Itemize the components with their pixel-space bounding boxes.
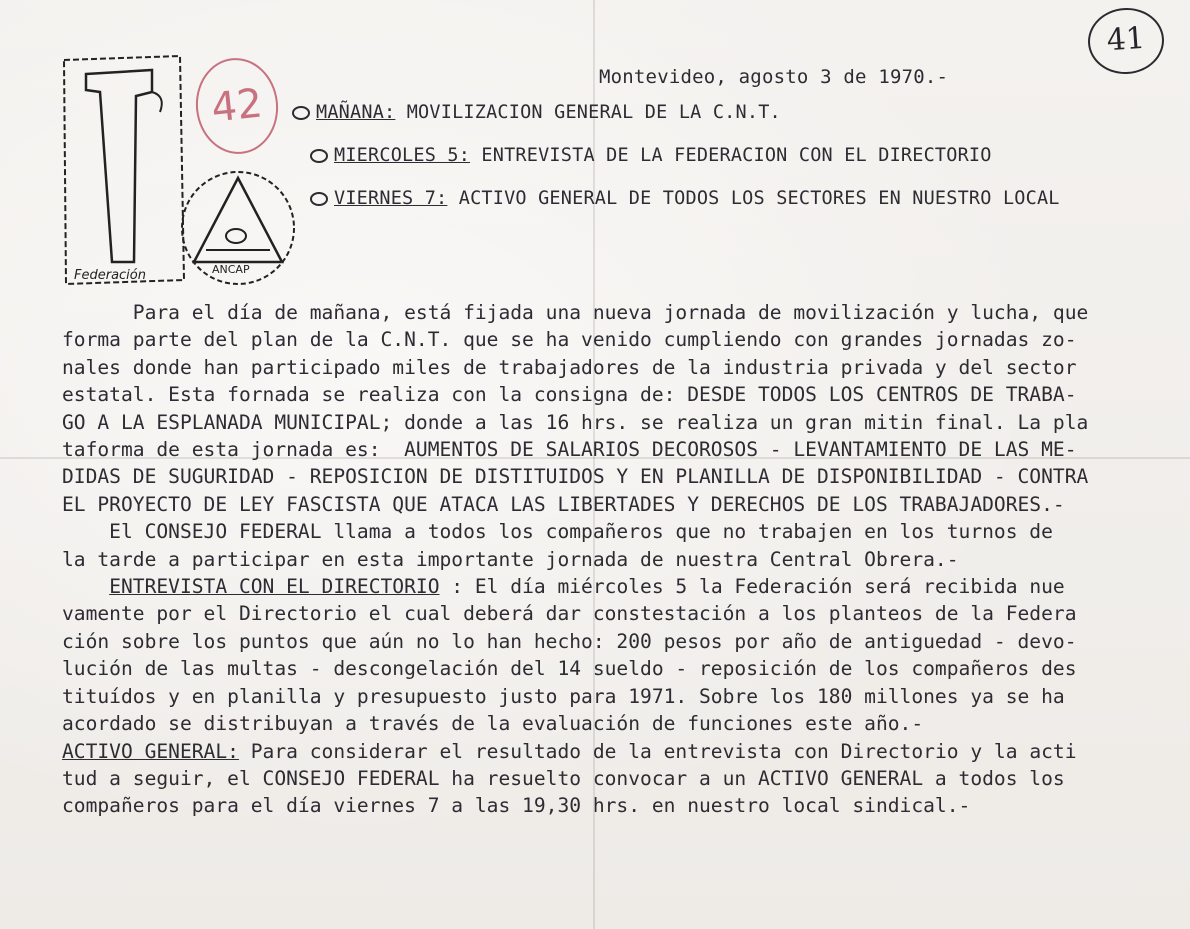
handwritten-page-number: 41: [1086, 5, 1166, 76]
body-line: ción sobre los puntos que aún no lo han hecho: 200 pesos por año de antiguedad - devo-: [62, 629, 1077, 653]
agenda-item-manana: MAÑANA: MOVILIZACION GENERAL DE LA C.N.T.: [292, 102, 781, 123]
bullet-icon: [310, 192, 328, 206]
agenda-item-viernes: VIERNES 7: ACTIVO GENERAL DE TODOS LOS SECTORES EN NUESTRO LOCAL: [310, 188, 1060, 209]
body-line: : El día miércoles 5 la Federación será recibida nue: [439, 575, 1065, 599]
logo-federacion-text: Federación: [74, 268, 146, 283]
date-line: Montevideo, agosto 3 de 1970.-: [599, 66, 949, 88]
body-line: Para el día de mañana, está fijada una nueva jornada de movilización y lucha, que: [62, 301, 1089, 324]
body-line: tud a seguir, el CONSEJO FEDERAL ha resuelto convocar a un ACTIVO GENERAL a todos los: [62, 766, 1065, 790]
body-line: Para considerar el resultado de la entrevista con Directorio y la acti: [238, 739, 1077, 763]
body-line: la tarde a participar en esta importante jornada de nuestra Central Obrera.-: [62, 547, 959, 571]
bullet-icon: [310, 149, 328, 163]
body-line: taforma de esta jornada es: AUMENTOS DE SALARIOS DECOROSOS - LEVANTAMIENTO DE LAS ME-: [62, 438, 1077, 462]
body-line: estatal. Esta fornada se realiza con la consigna de: DESDE TODOS LOS CENTROS DE TRABA-: [62, 383, 1077, 407]
bullet-icon: [292, 106, 310, 120]
body-line: forma parte del plan de la C.N.T. que se ha venido cumpliendo con grandes jornadas zo-: [62, 328, 1077, 352]
section-heading-activo: ACTIVO GENERAL:: [62, 739, 239, 763]
section-heading-entrevista: ENTREVISTA CON EL DIRECTORIO: [109, 575, 440, 599]
body-line: nales donde han participado miles de trabajadores de la industria privada y del sector: [62, 355, 1077, 379]
body-line: EL PROYECTO DE LEY FASCISTA QUE ATACA LAS LIBERTADES Y DERECHOS DE LOS TRABAJADORES.-: [62, 492, 1065, 516]
body-line: El CONSEJO FEDERAL llama a todos los compañeros que no trabajen en los turnos de: [62, 520, 1053, 544]
red-stamp-number: 42: [191, 54, 283, 158]
logo-ancap-text: ANCAP: [212, 263, 250, 276]
body-line: DIDAS DE SUGURIDAD - REPOSICION DE DISTITUIDOS Y EN PLANILLA DE DISPONIBILIDAD - CONTRA: [62, 465, 1089, 489]
body-line: lución de las multas - descongelación del 14 sueldo - reposición de los compañeros des: [62, 657, 1077, 681]
body-line: acordado se distribuyan a través de la evaluación de funciones este año.-: [62, 712, 924, 736]
body-text: [62, 299, 1157, 820]
body-line: tituídos y en planilla y presupuesto justo para 1971. Sobre los 180 millones ya se ha: [62, 684, 1065, 708]
agenda-item-miercoles: MIERCOLES 5: ENTREVISTA DE LA FEDERACION CON EL DIRECTORIO: [310, 145, 992, 166]
body-line: compañeros para el día viernes 7 a las 19,30 hrs. en nuestro local sindical.-: [62, 794, 971, 818]
body-line: GO A LA ESPLANADA MUNICIPAL; donde a las 16 hrs. se realiza un gran mitin final. La pla: [62, 410, 1089, 434]
body-line: vamente por el Directorio el cual deberá dar constestación a los planteos de la Federa: [62, 602, 1077, 626]
